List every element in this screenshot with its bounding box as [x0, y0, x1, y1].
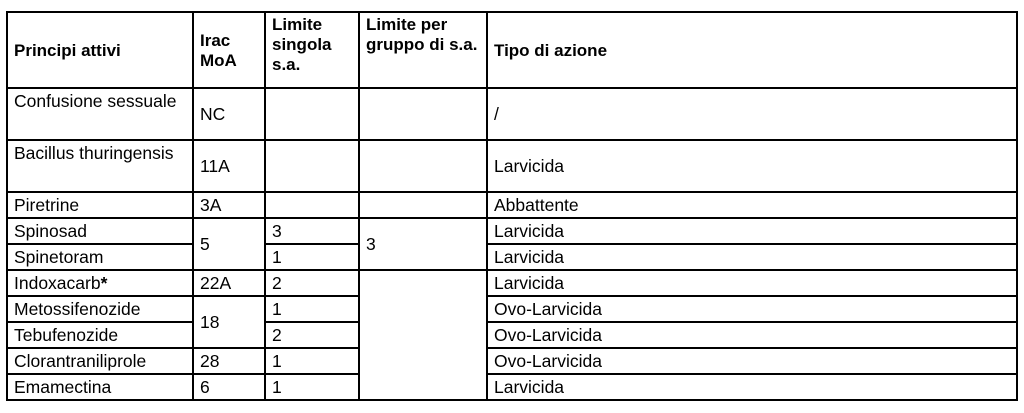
header-limite-gruppo: Limite per gruppo di s.a.: [359, 12, 487, 88]
principio-cell: Bacillus thuringensis: [7, 140, 193, 192]
tipo-cell: /: [487, 88, 1017, 140]
principio-cell: Metossifenozide: [7, 296, 193, 322]
tipo-cell: Larvicida: [487, 374, 1017, 400]
tipo-cell: Abbattente: [487, 192, 1017, 218]
tipo-cell: Larvicida: [487, 244, 1017, 270]
limite-singola-cell: 1: [265, 244, 359, 270]
tipo-cell: Ovo-Larvicida: [487, 296, 1017, 322]
principio-cell: Clorantraniliprole: [7, 348, 193, 374]
principio-cell: Emamectina: [7, 374, 193, 400]
irac-cell: 22A: [193, 270, 265, 296]
principio-cell: Spinosad: [7, 218, 193, 244]
irac-cell: 18: [193, 296, 265, 348]
limite-singola-cell: 2: [265, 322, 359, 348]
principio-cell: Spinetoram: [7, 244, 193, 270]
principio-name: Indoxacarb: [14, 273, 101, 293]
header-limite-singola: Limite singola s.a.: [265, 12, 359, 88]
irac-cell: 5: [193, 218, 265, 270]
table-row: [7, 322, 1017, 348]
header-row: [7, 12, 1017, 88]
limite-singola-cell: 2: [265, 270, 359, 296]
tipo-cell: Ovo-Larvicida: [487, 322, 1017, 348]
table-row: [7, 140, 1017, 192]
header-irac-moa: Irac MoA: [193, 12, 265, 88]
limite-singola-cell: [265, 88, 359, 140]
principio-cell: Tebufenozide: [7, 322, 193, 348]
table-row: [7, 270, 1017, 296]
irac-cell: NC: [193, 88, 265, 140]
tipo-cell: Larvicida: [487, 270, 1017, 296]
table-row: [7, 244, 1017, 270]
table-row: [7, 218, 1017, 244]
limite-singola-cell: 1: [265, 296, 359, 322]
principio-cell: [7, 270, 193, 296]
limite-singola-cell: 1: [265, 374, 359, 400]
limite-gruppo-cell: [359, 88, 487, 140]
limite-gruppo-cell: 3: [359, 218, 487, 270]
asterisk-mark: *: [100, 273, 108, 293]
table-row: [7, 192, 1017, 218]
principio-cell: Confusione sessuale: [7, 88, 193, 140]
limite-gruppo-cell: [359, 192, 487, 218]
header-tipo-azione: Tipo di azione: [487, 12, 1017, 88]
limite-singola-cell: 1: [265, 348, 359, 374]
limite-singola-cell: 3: [265, 218, 359, 244]
irac-cell: 11A: [193, 140, 265, 192]
tipo-cell: Larvicida: [487, 140, 1017, 192]
limite-singola-cell: [265, 140, 359, 192]
table-row: [7, 88, 1017, 140]
irac-cell: 3A: [193, 192, 265, 218]
irac-cell: 6: [193, 374, 265, 400]
limite-gruppo-cell: [359, 270, 487, 400]
table-row: [7, 348, 1017, 374]
insecticide-table: [6, 11, 1018, 401]
irac-cell: 28: [193, 348, 265, 374]
table-row: [7, 296, 1017, 322]
limite-gruppo-cell: [359, 140, 487, 192]
limite-singola-cell: [265, 192, 359, 218]
tipo-cell: Larvicida: [487, 218, 1017, 244]
header-principi-attivi: Principi attivi: [7, 12, 193, 88]
table-row: [7, 374, 1017, 400]
tipo-cell: Ovo-Larvicida: [487, 348, 1017, 374]
principio-cell: Piretrine: [7, 192, 193, 218]
